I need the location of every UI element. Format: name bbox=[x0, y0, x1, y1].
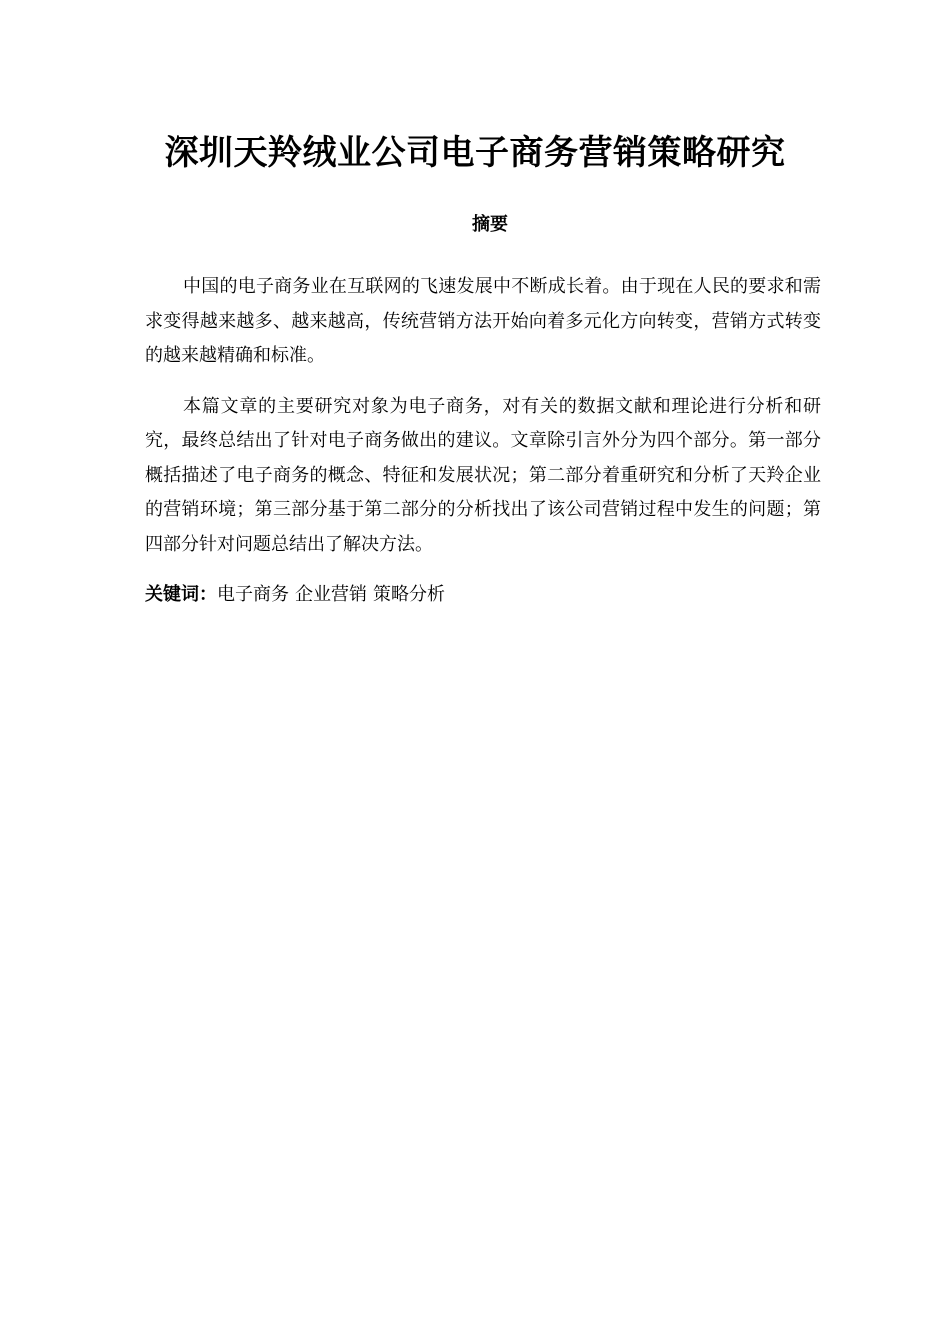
keyword: 策略分析 bbox=[373, 584, 445, 605]
keyword: 电子商务 bbox=[217, 584, 289, 605]
abstract-paragraph: 中国的电子商务业在互联网的飞速发展中不断成长着。由于现在人民的要求和需求变得越来越多、越来越高，传统营销方法开始向着多元化方向转变，营销方式转变的越来越精确和标准。 bbox=[145, 276, 821, 366]
abstract-paragraph: 本篇文章的主要研究对象为电子商务，对有关的数据文献和理论进行分析和研究，最终总结出了针对电子商务做出的建议。文章除引言外分为四个部分。第一部分概括描述了电子商务的概念、特征和发展状况；第二部分着重研究和分析了天羚企业的营销环境；第三部分基于第二部分的分析找出了该公司营销过程中发生的问题；第四部分针对问题总结出了解决方法。 bbox=[145, 395, 821, 555]
paper-title: 深圳天羚绒业公司电子商务营销策略研究 bbox=[164, 133, 786, 173]
abstract-body bbox=[145, 270, 821, 612]
abstract-heading: 摘要 bbox=[472, 214, 508, 235]
keyword: 企业营销 bbox=[295, 584, 367, 605]
keywords-line bbox=[145, 578, 821, 612]
keywords-label: 关键词： bbox=[145, 584, 217, 605]
